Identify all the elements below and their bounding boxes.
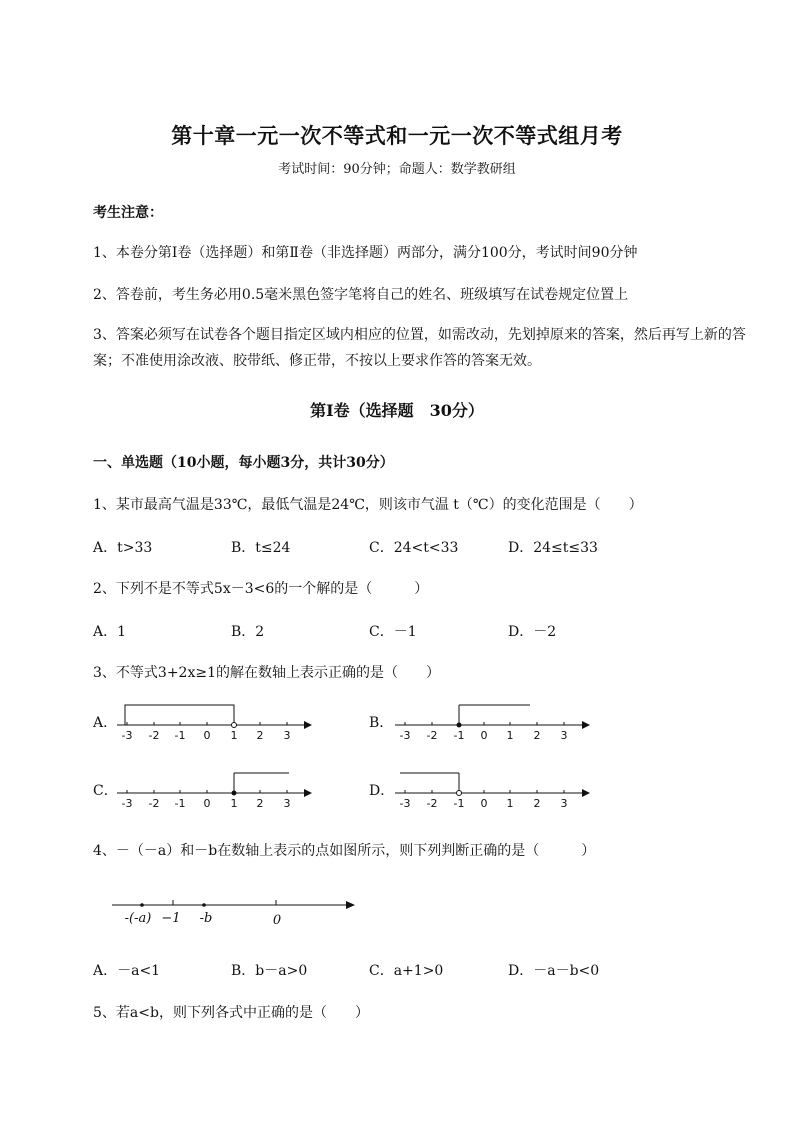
tick-label: -1 xyxy=(453,797,465,810)
tick-label: 1 xyxy=(230,797,238,810)
tick-label: 1 xyxy=(506,797,514,810)
tick-label: -2 xyxy=(148,729,160,742)
tick-label: 0 xyxy=(480,797,488,810)
q2-option-b: B．2 xyxy=(231,624,265,640)
q3-option-d-label: D． xyxy=(369,783,395,799)
tick-label-neg-one: −1 xyxy=(161,911,181,926)
point-label-neg-neg-a: -(-a) xyxy=(124,911,152,926)
tick-label: 1 xyxy=(506,729,514,742)
question-5-stem: 5、若a<b，则下列各式中正确的是（ ） xyxy=(93,1005,369,1021)
tick-label: 1 xyxy=(230,729,238,742)
q2-option-c: C．－1 xyxy=(369,624,417,640)
q1-option-d: D．24≤t≤33 xyxy=(508,540,598,556)
q2-option-d: D．－2 xyxy=(508,624,557,640)
exam-info: 考试时间：90分钟；命题人：数学教研组 xyxy=(278,162,516,177)
q4-option-d: D．－a－b<0 xyxy=(508,963,600,979)
q3-option-d-numberline xyxy=(390,766,590,811)
q4-option-c: C．a+1>0 xyxy=(369,963,444,979)
tick-label: -2 xyxy=(426,729,438,742)
note-item-3: 3、答案必须写在试卷各个题目指定区域内相应的位置，如需改动，先划掉原来的答案，然后再写上新的答案；不准使用涂改液、胶带纸、修正带，不按以上要求作答的答案无效。 xyxy=(93,327,746,369)
q4-option-a: A．－a<1 xyxy=(93,963,161,979)
q3-option-b-label: B． xyxy=(369,715,394,731)
tick-label: 0 xyxy=(480,729,488,742)
tick-label: 2 xyxy=(256,729,264,742)
q4-option-b: B．b－a>0 xyxy=(231,963,308,979)
q2-option-a: A．1 xyxy=(93,624,127,640)
tick-label: 3 xyxy=(560,797,568,810)
tick-label: 2 xyxy=(256,797,264,810)
part-heading: 一、单选题（10小题，每小题3分，共计30分） xyxy=(93,455,394,471)
tick-label-zero: 0 xyxy=(272,913,282,928)
q3-option-a-numberline xyxy=(112,698,312,743)
question-3-stem: 3、不等式3+2x≥1的解在数轴上表示正确的是（ ） xyxy=(93,665,440,681)
section-title: 第I卷（选择题 30分） xyxy=(310,401,484,420)
tick-label: 3 xyxy=(560,729,568,742)
question-2-stem: 2、下列不是不等式5x－3<6的一个解的是（ ） xyxy=(93,581,429,597)
tick-label: 2 xyxy=(533,729,541,742)
question-4-stem: 4、－（－a）和－b在数轴上表示的点如图所示，则下列判断正确的是（ ） xyxy=(93,843,596,859)
tick-label: -2 xyxy=(148,797,160,810)
tick-label: -1 xyxy=(453,729,465,742)
note-item-2: 2、答卷前，考生务必用0.5毫米黑色签字笔将自己的姓名、班级填写在试卷规定位置上 xyxy=(93,287,629,303)
tick-label: -2 xyxy=(426,797,438,810)
q3-option-a-label: A． xyxy=(93,715,118,731)
q1-option-b: B．t≤24 xyxy=(231,540,291,556)
question-1-stem: 1、某市最高气温是33℃，最低气温是24℃，则该市气温 t（℃）的变化范围是（ ） xyxy=(93,497,643,513)
note-item-1: 1、本卷分第I卷（选择题）和第Ⅱ卷（非选择题）两部分，满分100分，考试时间90分钟 xyxy=(93,245,638,261)
tick-label: -3 xyxy=(399,729,411,742)
q3-option-b-numberline xyxy=(390,698,590,743)
tick-label: 3 xyxy=(283,797,291,810)
tick-label: -3 xyxy=(399,797,411,810)
tick-label: -3 xyxy=(121,729,133,742)
tick-label: -1 xyxy=(174,797,186,810)
tick-label: -3 xyxy=(121,797,133,810)
tick-label: 3 xyxy=(283,729,291,742)
tick-label: -1 xyxy=(174,729,186,742)
q1-option-a: A．t>33 xyxy=(93,540,153,556)
notes-heading: 考生注意： xyxy=(93,205,163,221)
tick-label: 2 xyxy=(533,797,541,810)
q3-option-c-label: C． xyxy=(93,783,118,799)
q3-option-c-numberline xyxy=(112,766,312,811)
tick-label: 0 xyxy=(203,729,211,742)
page-title: 第十章一元一次不等式和一元一次不等式组月考 xyxy=(171,123,623,148)
q4-numberline xyxy=(108,890,358,930)
point-label-neg-b: -b xyxy=(199,911,213,926)
q1-option-c: C．24<t<33 xyxy=(369,540,459,556)
tick-label: 0 xyxy=(203,797,211,810)
